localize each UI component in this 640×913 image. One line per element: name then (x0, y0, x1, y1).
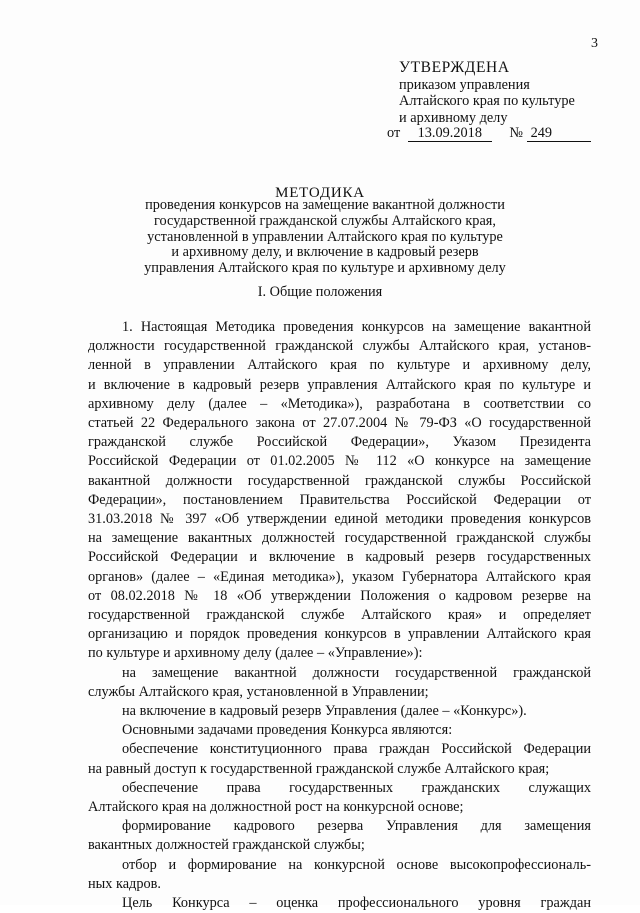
body-line: вакантной должности государственной гражданской службы Российской (88, 472, 591, 489)
order-number: 249 (527, 126, 591, 142)
section-heading: I. Общие положения (257, 284, 383, 300)
body-line: ленной в управлении Алтайского края по культуре и архивному делу, (88, 357, 591, 374)
subtitle-line: установленной в управлении Алтайского края по культуре (147, 228, 503, 245)
body-line: вакантных должностей гражданской службы; (88, 837, 365, 854)
body-line: и включение в кадровый резерв управления Алтайского края по культуре и (88, 376, 591, 393)
body-line: Федерации», постановлением Правительства Российской Федерации от (88, 491, 591, 508)
body-line: статьей 22 Федерального закона от 27.07.2004 № 79-ФЗ «О государственной (88, 415, 591, 432)
subtitle-line: проведения конкурсов на замещение вакантной должности (145, 197, 505, 213)
body-line: архивному делу (далее – «Методика»), разработана в соответствии со (88, 395, 591, 412)
body-line: гражданской службе Российской Федерации», Указом Президента (88, 434, 591, 451)
body-line: Российской Федерации от 01.02.2005 № 112 «О конкурсе на замещение (88, 453, 591, 470)
body-line: обеспечение конституционного права граждан Российской Федерации (122, 741, 591, 758)
body-line: на замещение вакантной должности государственной гражданской (122, 664, 591, 681)
body-line: 31.03.2018 № 397 «Об утверждении единой методики проведения конкурсов (88, 511, 591, 528)
subtitle-line: и архивному делу, и включение в кадровый резерв (171, 244, 479, 261)
approval-line: Алтайского края по культуре (399, 93, 575, 110)
document-body (88, 318, 591, 913)
body-line: на включение в кадровый резерв Управления (далее – «Конкурс»). (122, 703, 527, 720)
subtitle-line: государственной гражданской службы Алтайского края, (154, 212, 496, 229)
subtitle-line: управления Алтайского края по культуре и архивному делу (144, 260, 506, 277)
approval-line: приказом управления (399, 76, 530, 93)
body-line: Российской Федерации и включение в кадровый резерв государственных (88, 549, 591, 566)
body-line: должности государственной гражданской службы Алтайского края, установ- (88, 338, 591, 355)
order-from-label: от (387, 125, 401, 141)
approval-heading: УТВЕРЖДЕНА (399, 59, 510, 76)
order-reference (387, 124, 591, 143)
page-number: 3 (591, 36, 598, 51)
order-number-sign: № (509, 125, 524, 141)
body-line: на равный доступ к государственной гражданской службе Алтайского края; (88, 760, 550, 777)
approval-stamp (399, 60, 609, 126)
approval-line: и архивному делу (399, 109, 508, 126)
body-line: Алтайского края на должностной рост на конкурсной основе; (88, 799, 464, 816)
order-date: 13.09.2018 (408, 126, 492, 142)
document-title: МЕТОДИКА (275, 185, 365, 201)
body-line: от 08.02.2018 № 18 «Об утверждении Положения о кадровом резерве на (88, 587, 591, 604)
body-line: по культуре и архивному делу (далее – «Управление»): (88, 645, 423, 662)
body-line: Цель Конкурса – оценка профессионального уровня граждан (122, 895, 591, 912)
body-line: Основными задачами проведения Конкурса являются: (122, 722, 453, 739)
body-line: службы Алтайского края, установленной в Управлении; (88, 683, 429, 700)
body-line: государственной гражданской службе Алтайского края» и определяет (88, 607, 591, 624)
body-line: формирование кадрового резерва Управления для замещения (122, 818, 591, 835)
body-line: ных кадров. (88, 875, 161, 892)
body-line: организацию и порядок проведения конкурсов в управлении Алтайского края (88, 626, 591, 643)
body-line: на замещение вакантных должностей государственной гражданской службы (88, 530, 591, 547)
body-line: обеспечение права государственных гражданских служащих (122, 779, 591, 796)
body-line: 1. Настоящая Методика проведения конкурсов на замещение вакантной (122, 319, 591, 335)
body-line: органов» (далее – «Единая методика»), указом Губернатора Алтайского края (88, 568, 591, 585)
document-subtitle (80, 198, 570, 277)
body-line: отбор и формирование на конкурсной основе высокопрофессиональ- (122, 856, 591, 873)
